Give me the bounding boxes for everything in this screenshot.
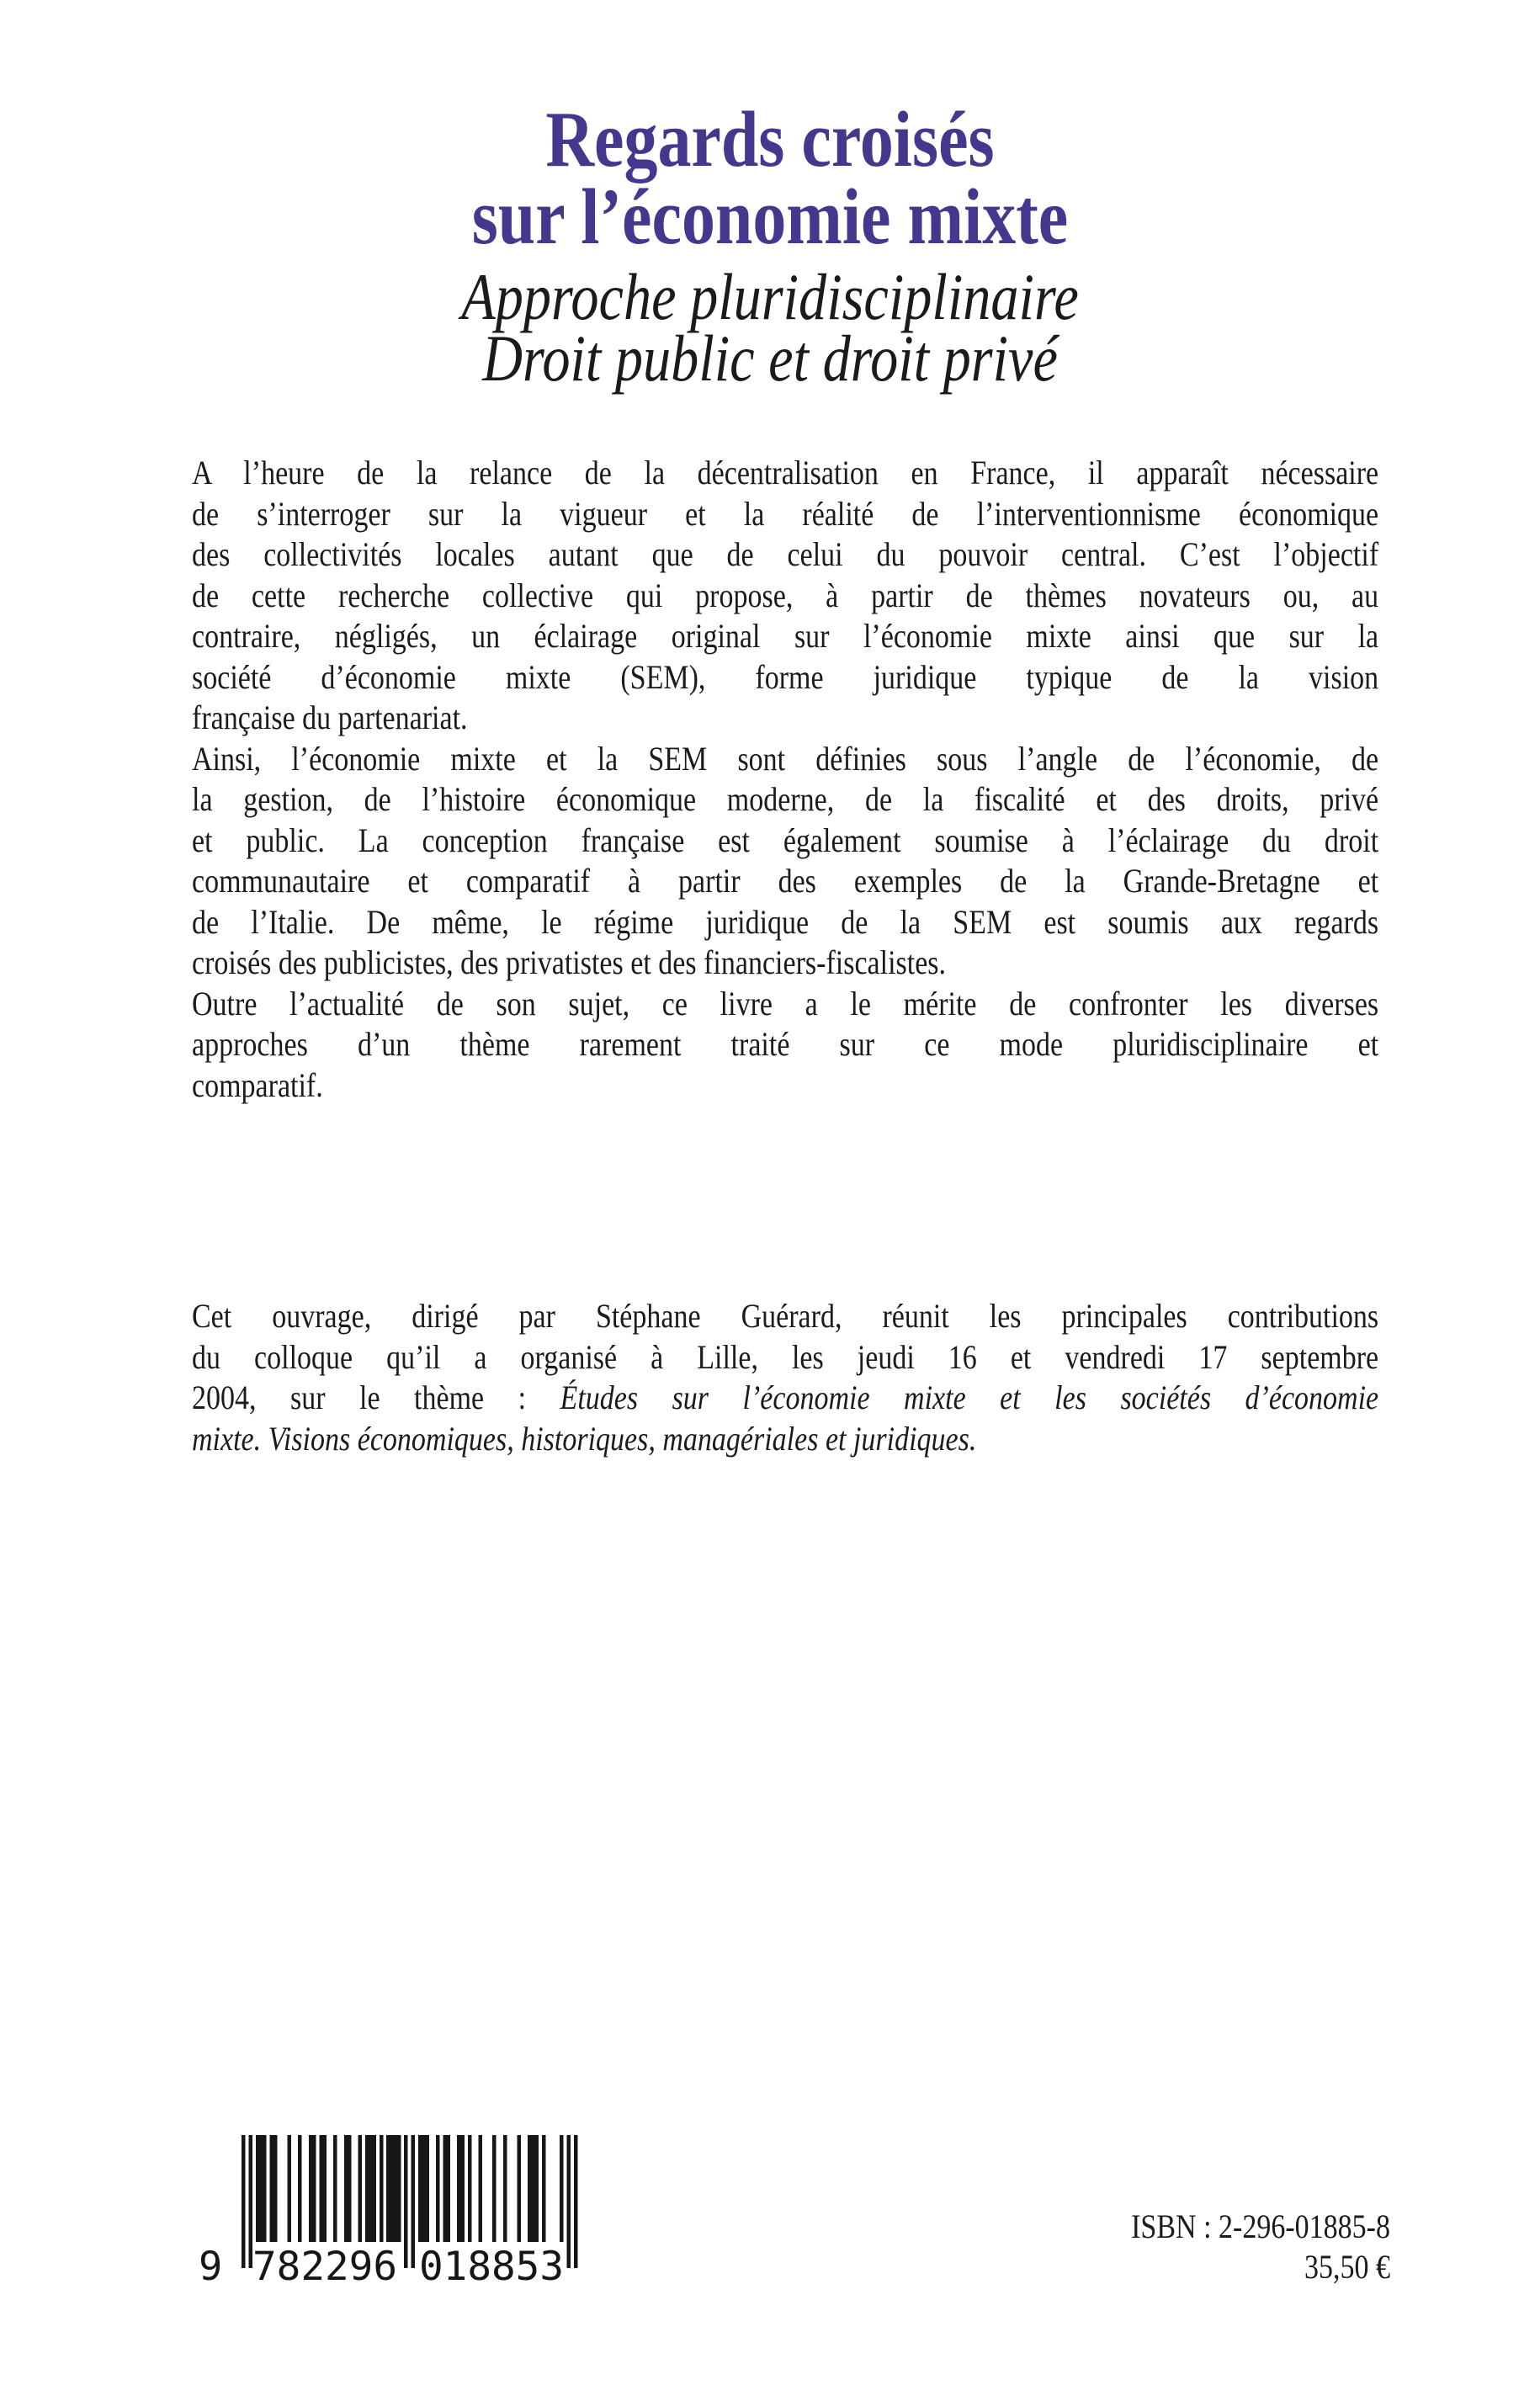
text-line	[192, 861, 1378, 902]
barcode-bar	[323, 2135, 327, 2242]
text-line	[192, 821, 1378, 862]
barcode-bar	[386, 2135, 390, 2242]
barcode-bar	[468, 2135, 471, 2242]
barcode-bar	[528, 2135, 531, 2242]
text-line	[192, 494, 1378, 535]
barcode-bar	[263, 2135, 266, 2242]
barcode-bar	[574, 2135, 577, 2268]
barcode-bar	[566, 2135, 570, 2268]
barcode-bar	[348, 2135, 351, 2242]
paragraph	[192, 739, 1378, 984]
text-line	[192, 779, 1378, 821]
text-run: Cet ouvrage, dirigé par Stéphane Guérard, réunit les principales contributions	[192, 1297, 1379, 1335]
barcode-bar	[404, 2135, 407, 2268]
text-line	[192, 739, 1378, 780]
title-block	[115, 96, 1425, 395]
text-line	[192, 1065, 1378, 1107]
text-run: communautaire et comparatif à partir des exemples de la Grande-Bretagne et	[192, 862, 1379, 900]
text-run: 2004, sur le thème :	[192, 1378, 560, 1416]
italic-run: Études sur l’économie mixte et les sociétés d’économie	[560, 1378, 1379, 1416]
barcode-bar	[503, 2135, 507, 2242]
barcode-digits: 782296	[252, 2244, 397, 2283]
text-line	[192, 453, 1378, 494]
text-line	[192, 1378, 1378, 1419]
text-line	[192, 943, 1378, 984]
text-run: de s’interroger sur la vigueur et la réalité de l’interventionnisme économique	[192, 494, 1379, 533]
text-line	[192, 576, 1378, 617]
barcode-bar	[319, 2135, 322, 2242]
text-run: française du partenariat.	[192, 699, 468, 736]
barcode-bar	[256, 2135, 259, 2242]
book-title-line-2: sur l’économie mixte	[471, 173, 1069, 261]
barcode-bar	[333, 2135, 337, 2242]
book-title-line-1: Regards croisés	[545, 96, 995, 183]
text-line	[192, 657, 1378, 699]
book-subtitle	[115, 260, 1425, 395]
text-line	[192, 616, 1378, 657]
colophon-paragraph	[192, 1296, 1378, 1459]
barcode-bar	[422, 2135, 425, 2242]
barcode-bar	[273, 2135, 277, 2242]
barcode-digits: 9	[199, 2244, 223, 2283]
barcode-bar	[397, 2135, 401, 2242]
barcode-svg	[194, 2135, 589, 2283]
barcode-bar	[560, 2135, 563, 2242]
barcode-bar	[460, 2135, 464, 2242]
barcode-digits: 018853	[419, 2244, 564, 2283]
barcode-bar	[542, 2135, 545, 2242]
ean13-barcode	[194, 2135, 589, 2287]
barcode-bar	[492, 2135, 496, 2242]
barcode-bar	[365, 2135, 369, 2242]
barcode-bar	[259, 2135, 263, 2242]
barcode-bar	[535, 2135, 539, 2242]
barcode-bar	[312, 2135, 316, 2242]
barcode-bar	[418, 2135, 422, 2242]
text-line	[192, 1024, 1378, 1065]
barcode-bar	[358, 2135, 362, 2242]
price-text: 35,50 €	[1304, 2248, 1390, 2286]
barcode-bar	[309, 2135, 312, 2242]
barcode-bar	[436, 2135, 439, 2242]
barcode-bar	[531, 2135, 534, 2242]
text-line	[192, 984, 1378, 1025]
text-line	[192, 1296, 1378, 1337]
barcode-bar	[344, 2135, 348, 2242]
text-run: A l’heure de la relance de la décentralisation en France, il apparaît nécessaire	[192, 454, 1379, 491]
text-run: Outre l’actualité de son sujet, ce livre a le mérite de confronter les diverses	[192, 984, 1379, 1023]
barcode-bar	[518, 2135, 521, 2242]
synopsis	[192, 453, 1378, 1106]
barcode-bar	[380, 2135, 383, 2242]
book-title	[115, 96, 1425, 261]
barcode-bar	[390, 2135, 393, 2242]
subtitle-line-1: Approche pluridisciplinaire	[461, 260, 1079, 333]
text-run: de cette recherche collective qui propose, à partir de thèmes novateurs ou, au	[192, 576, 1379, 614]
text-run: et public. La conception française est également soumise à l’éclairage du droit	[192, 821, 1379, 859]
text-run: société d’économie mixte (SEM), forme juridique typique de la vision	[192, 657, 1379, 696]
paragraph	[192, 453, 1378, 739]
barcode-bar	[288, 2135, 291, 2242]
text-line	[192, 1419, 1378, 1460]
text-line	[192, 1337, 1378, 1378]
barcode-bar	[425, 2135, 428, 2242]
pricing-block	[947, 2207, 1390, 2287]
text-line	[192, 534, 1378, 576]
text-line	[192, 902, 1378, 943]
text-line	[192, 698, 1378, 739]
italic-run: mixte. Visions économiques, historiques, managériales et juridiques.	[192, 1419, 977, 1458]
barcode-bar	[443, 2135, 446, 2242]
barcode-bar	[242, 2135, 245, 2268]
text-run: contraire, négligés, un éclairage original sur l’économie mixte ainsi que sur la	[192, 617, 1379, 655]
barcode-bar	[478, 2135, 481, 2242]
barcode-bar	[394, 2135, 397, 2242]
barcode-bar	[457, 2135, 460, 2242]
barcode-bar	[369, 2135, 372, 2242]
text-run: de l’Italie. De même, le régime juridique de la SEM est soumis aux regards	[192, 902, 1379, 941]
text-run: croisés des publicistes, des privatistes et des financiers-fiscalistes.	[192, 943, 947, 981]
text-run: comparatif.	[192, 1065, 323, 1104]
barcode-bar	[298, 2135, 301, 2242]
barcode-bar	[270, 2135, 273, 2242]
paragraph	[192, 984, 1378, 1107]
text-run: des collectivités locales autant que de celui du pouvoir central. C’est l’objectif	[192, 535, 1379, 573]
isbn-text: ISBN : 2-296-01885-8	[1131, 2207, 1390, 2245]
text-run: approches d’un thème rarement traité sur ce mode pluridisciplinaire et	[192, 1025, 1379, 1063]
barcode-bar	[412, 2135, 415, 2268]
text-run: la gestion, de l’histoire économique moderne, de la fiscalité et des droits, privé	[192, 780, 1379, 818]
subtitle-line-2: Droit public et droit privé	[482, 321, 1058, 395]
text-run: du colloque qu’il a organisé à Lille, les jeudi 16 et vendredi 17 septembre	[192, 1337, 1379, 1376]
barcode-bar	[372, 2135, 375, 2242]
barcode-bar	[447, 2135, 450, 2242]
text-run: Ainsi, l’économie mixte et la SEM sont définies sous l’angle de l’économie, de	[192, 739, 1379, 778]
